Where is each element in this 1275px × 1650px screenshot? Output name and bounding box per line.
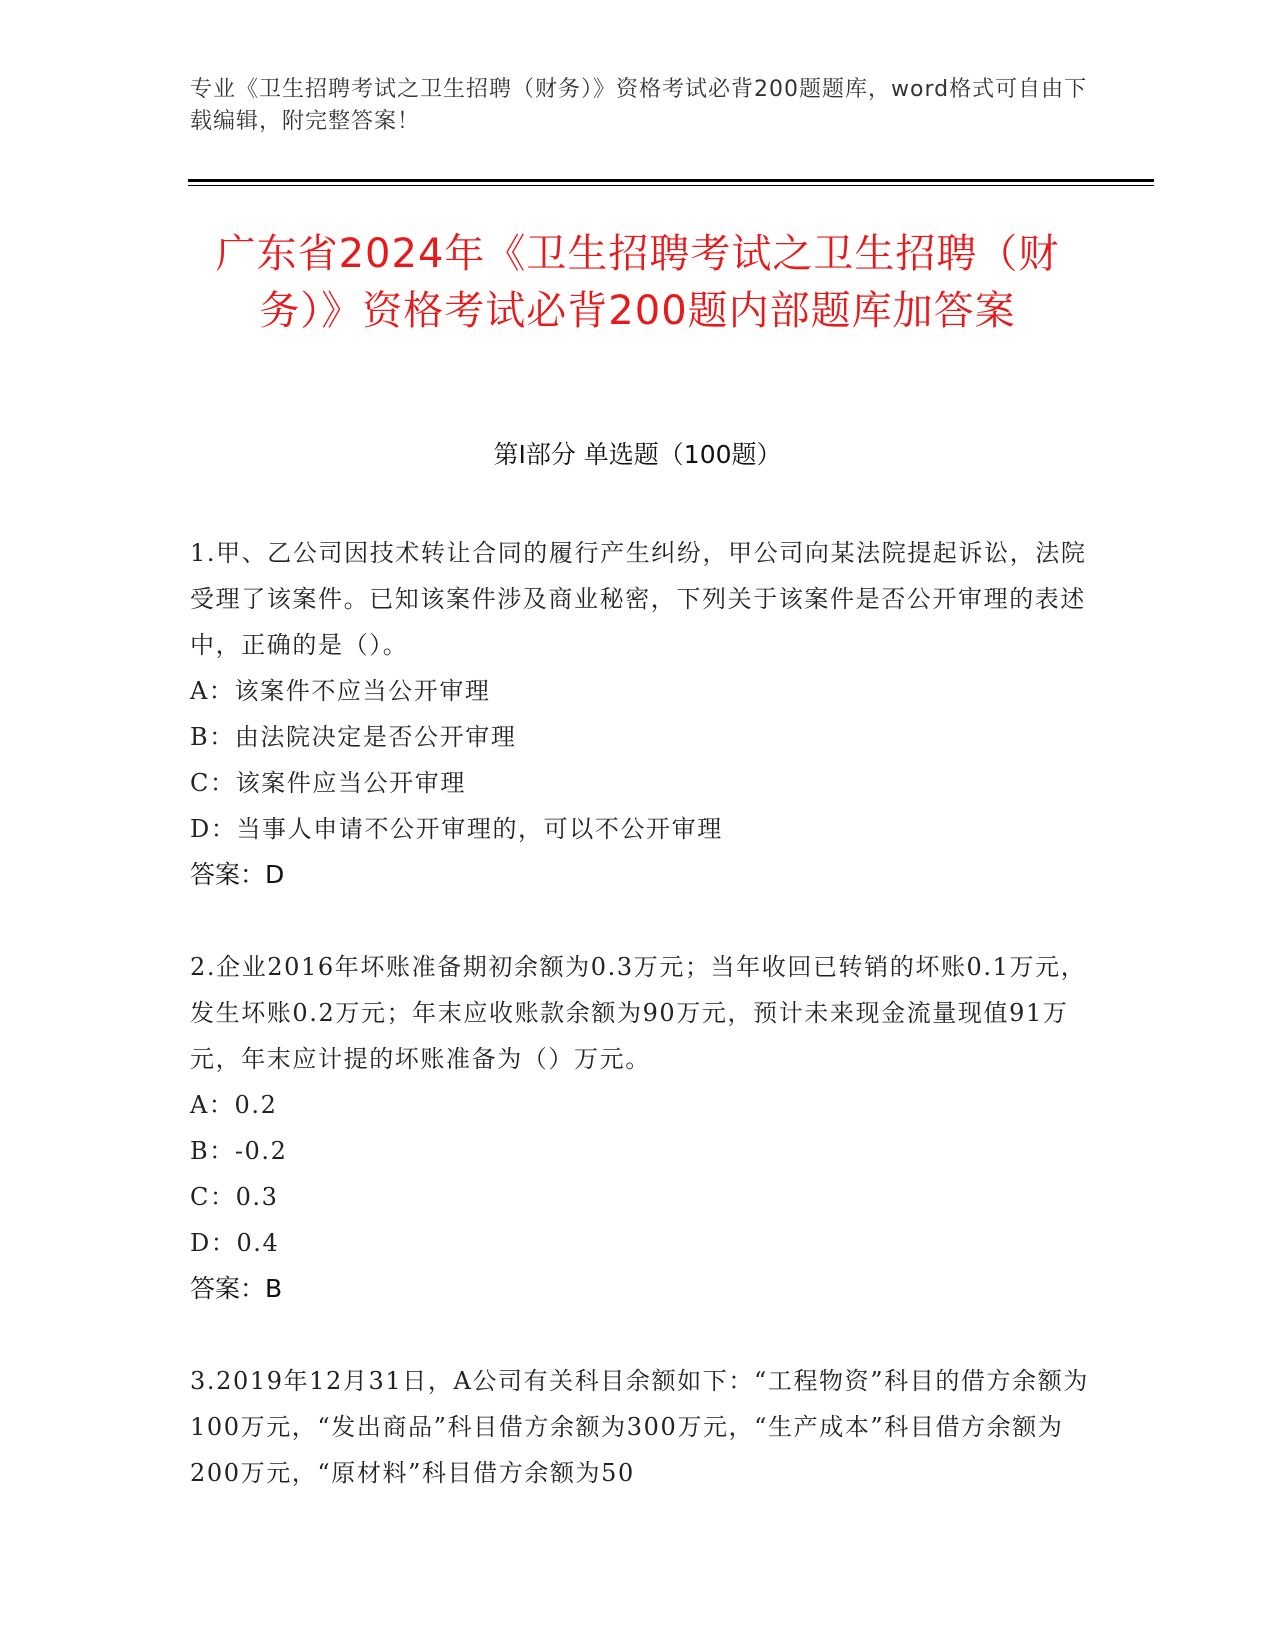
answer-line: 答案：D xyxy=(190,860,285,889)
option-a: A：该案件不应当公开审理 xyxy=(190,677,491,705)
question-stem: 1.甲、乙公司因技术转让合同的履行产生纠纷，甲公司向某法院提起诉讼，法院受理了该案件。已知该案件涉及商业秘密，下列关于该案件是否公开审理的表述中，正确的是（）。 xyxy=(190,539,1087,659)
option-a: A：0.2 xyxy=(190,1091,278,1119)
header-divider-thin xyxy=(188,185,1154,186)
section-title: 第I部分 单选题（100题） xyxy=(493,440,782,469)
question-stem: 3.2019年12月31日，A公司有关科目余额如下：“工程物资”科目的借方余额为100万元，“发出商品”科目借方余额为300万元，“生产成本”科目借方余额为200万元，“原材料”科目借方余额为50 xyxy=(190,1367,1089,1487)
document-title: 广东省2024年《卫生招聘考试之卫生招聘（财务）》资格考试必背200题内部题库加答案 xyxy=(215,231,1060,334)
answer-line: 答案：B xyxy=(190,1274,283,1303)
option-c: C：该案件应当公开审理 xyxy=(190,769,466,797)
option-c: C：0.3 xyxy=(190,1183,279,1211)
header-divider-thick xyxy=(188,179,1154,182)
question-2 xyxy=(190,944,1095,1312)
header-note: 专业《卫生招聘考试之卫生招聘（财务）》资格考试必背200题题库，word格式可自由下载编辑，附完整答案！ xyxy=(190,77,1088,134)
question-3 xyxy=(190,1358,1095,1496)
question-list xyxy=(190,530,1095,1542)
option-d: D：0.4 xyxy=(190,1229,280,1257)
question-stem: 2.企业2016年坏账准备期初余额为0.3万元；当年收回已转销的坏账0.1万元，发生坏账0.2万元；年末应收账款余额为90万元，预计未来现金流量现值91万元，年末应计提的坏账准备为（）万元。 xyxy=(190,953,1087,1073)
option-b: B：-0.2 xyxy=(190,1137,288,1165)
question-1 xyxy=(190,530,1095,898)
option-b: B：由法院决定是否公开审理 xyxy=(190,723,517,751)
option-d: D：当事人申请不公开审理的，可以不公开审理 xyxy=(190,815,723,843)
